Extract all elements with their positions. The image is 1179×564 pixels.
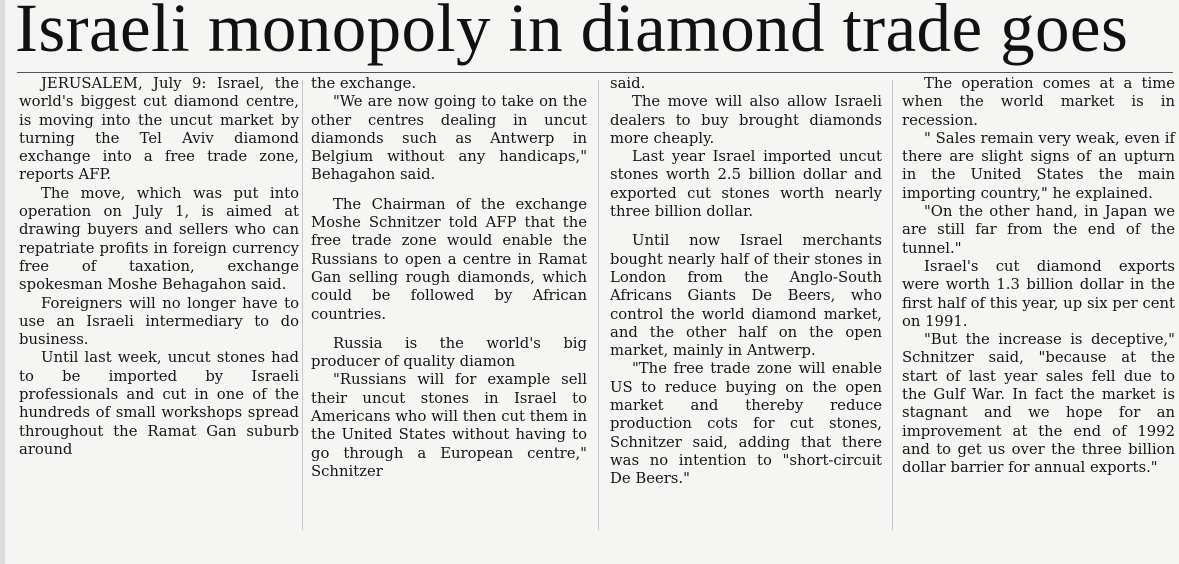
paragraph: JERUSALEM, July 9: Israel, the world's biggest cut diamond centre, is moving into the uncut market by turning the Tel Aviv diamond exchange into a free trade zone, reports AFP. [19,75,299,184]
headline-rule [17,72,1173,73]
article-column-4 [902,75,1175,478]
paragraph: The operation comes at a time when the world market is in recession. [902,75,1175,129]
paragraph: Israel's cut diamond exports were worth 1.3 billion dollar in the first half of this year, up six per cent on 1991. [902,257,1175,330]
paragraph: "Russians will for example sell their uncut stones in Israel to Americans who will then cut them in the United States without having to go through a European centre," Schnitzer [311,371,587,480]
paragraph: "We are now going to take on the other centres dealing in uncut diamonds such as Antwerp in Belgium without any handicaps," Behagahon said. [311,93,587,184]
column-divider [892,80,893,530]
article-column-1 [19,75,299,459]
paragraph: The move, which was put into operation on July 1, is aimed at drawing buyers and sellers who can repatriate profits in foreign currency free of taxation, exchange spokesman Moshe Behagahon said. [19,184,299,294]
paragraph: Until last week, uncut stones had to be imported by Israeli professionals and cut in one of the hundreds of small workshops spread throughout the Ramat Gan suburb around [19,349,299,458]
paragraph: Foreigners will no longer have to use an Israeli intermediary to do business. [19,294,299,349]
column-divider [598,80,599,530]
paragraph: the exchange. [311,75,417,92]
paragraph: said. [610,75,646,92]
paragraph: "But the increase is deceptive," Schnitzer said, "because at the start of last year sales fell due to the Gulf War. In fact the market is stagnant and we hope for an improvement at the end of 1992 and to get us over the three billion dollar barrier for annual exports." [902,331,1175,477]
paragraph: "On the other hand, in Japan we are still far from the end of the tunnel." [902,203,1175,257]
paragraph: The Chairman of the exchange Moshe Schnitzer told AFP that the free trade zone would enable the Russians to open a centre in Ramat Gan selling rough diamonds, which could be followed by African countries. [311,195,587,323]
paragraph: " Sales remain very weak, even if there are slight signs of an upturn in the United States the main importing country," he explained. [902,129,1175,202]
paragraph: "The free trade zone will enable US to reduce buying on the open market and thereby reduce production cots for cut stones, Schnitzer said, adding that there was no intention to "short-circuit De Beers." [610,360,882,488]
paragraph: The move will also allow Israeli dealers to buy brought diamonds more cheaply. [610,93,882,147]
paragraph: Until now Israel merchants bought nearly half of their stones in London from the Anglo-South Africans Giants De Beers, who control the world diamond market, and the other half on the open market, mainly in Antwerp. [610,232,882,360]
headline: Israeli monopoly in diamond trade goes [15,0,1129,66]
article-column-2 [311,75,587,481]
paragraph: Russia is the world's big producer of quality diamon [311,334,587,371]
column-divider [302,80,303,530]
article-column-3 [610,75,882,489]
paragraph: Last year Israel imported uncut stones worth 2.5 billion dollar and exported cut stones worth nearly three billion dollar. [610,148,882,221]
